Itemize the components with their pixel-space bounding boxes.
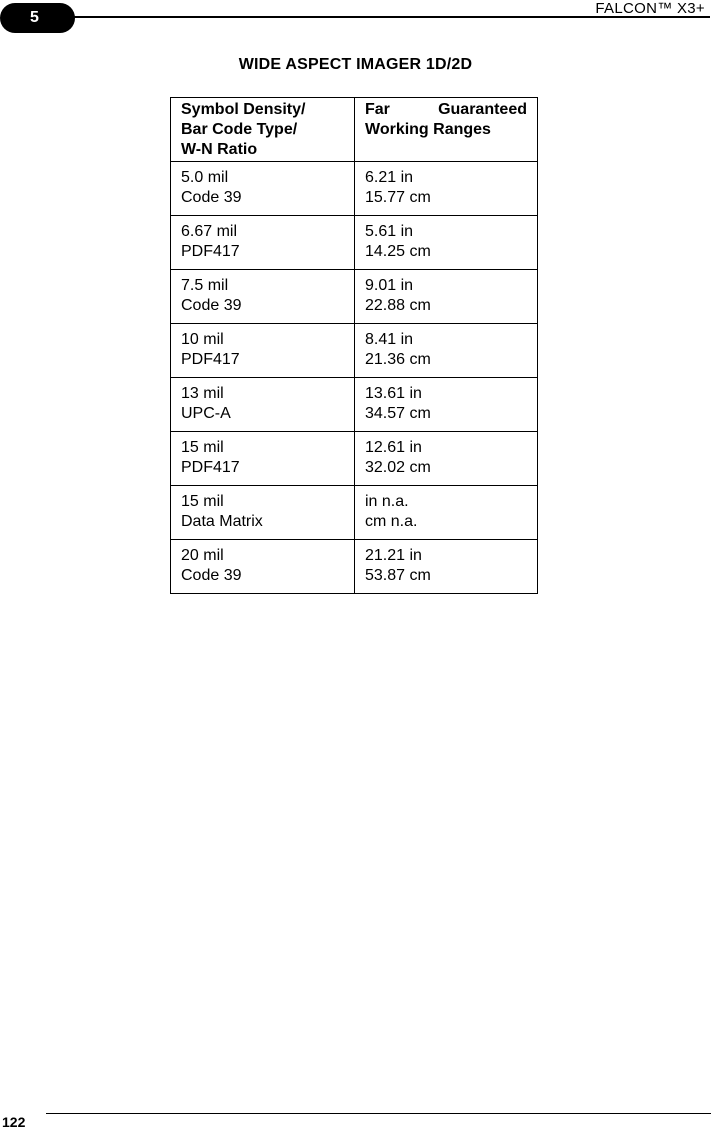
density-cell [171, 432, 355, 486]
density: 5.0 mil [181, 169, 229, 186]
range-cm: 15.77 cm [365, 189, 431, 206]
range-cm: 34.57 cm [365, 405, 431, 422]
product-name: FALCON™ X3+ [595, 0, 705, 17]
barcode-type: PDF417 [181, 459, 240, 476]
density-cell [171, 378, 355, 432]
barcode-type: Code 39 [181, 297, 242, 314]
density: 13 mil [181, 385, 224, 402]
table-row [171, 324, 538, 378]
range-cm: 22.88 cm [365, 297, 431, 314]
range-cell [355, 324, 538, 378]
working-ranges-table [170, 97, 538, 594]
header-word: Guaranteed [438, 101, 527, 118]
density-cell [171, 486, 355, 540]
range-inches: in n.a. [365, 493, 409, 510]
page-number: 122 [2, 1114, 26, 1130]
range-inches: 9.01 in [365, 277, 414, 294]
barcode-type: PDF417 [181, 351, 240, 368]
range-cm: 32.02 cm [365, 459, 431, 476]
table-row [171, 486, 538, 540]
density-cell [171, 540, 355, 594]
header-line: Bar Code Type/ [181, 121, 298, 138]
table-row [171, 270, 538, 324]
density-cell [171, 324, 355, 378]
barcode-type: UPC-A [181, 405, 231, 422]
range-inches: 21.21 in [365, 547, 422, 564]
density-cell [171, 162, 355, 216]
range-cm: 14.25 cm [365, 243, 431, 260]
density-cell [171, 216, 355, 270]
header-line: W-N Ratio [181, 141, 258, 158]
range-cm: cm n.a. [365, 513, 418, 530]
density: 10 mil [181, 331, 224, 348]
range-cm: 53.87 cm [365, 567, 431, 584]
range-inches: 12.61 in [365, 439, 422, 456]
density: 20 mil [181, 547, 224, 564]
header-word: Far [365, 101, 390, 118]
barcode-type: Data Matrix [181, 513, 263, 530]
table-row [171, 432, 538, 486]
density-cell [171, 270, 355, 324]
barcode-type: PDF417 [181, 243, 240, 260]
table-body [171, 162, 538, 594]
table-row [171, 540, 538, 594]
header-symbol-density [171, 98, 355, 162]
density: 15 mil [181, 493, 224, 510]
header-line: Symbol Density/ [181, 101, 306, 118]
range-cell [355, 540, 538, 594]
table-row [171, 378, 538, 432]
density: 6.67 mil [181, 223, 238, 240]
range-inches: 5.61 in [365, 223, 414, 240]
range-cell [355, 162, 538, 216]
density: 7.5 mil [181, 277, 229, 294]
range-cm: 21.36 cm [365, 351, 431, 368]
range-cell [355, 432, 538, 486]
chapter-badge: 5 [0, 3, 75, 33]
range-cell [355, 486, 538, 540]
density: 15 mil [181, 439, 224, 456]
header-line: Working Ranges [365, 121, 491, 138]
table-row [171, 216, 538, 270]
barcode-type: Code 39 [181, 189, 242, 206]
barcode-type: Code 39 [181, 567, 242, 584]
section-title: WIDE ASPECT IMAGER 1D/2D [238, 56, 473, 73]
header-working-ranges [355, 98, 538, 162]
range-inches: 13.61 in [365, 385, 422, 402]
range-cell [355, 216, 538, 270]
table-header-row [171, 98, 538, 162]
header-line [365, 100, 527, 120]
range-inches: 6.21 in [365, 169, 414, 186]
footer-rule [46, 1113, 711, 1114]
range-inches: 8.41 in [365, 331, 414, 348]
range-cell [355, 378, 538, 432]
range-cell [355, 270, 538, 324]
table-row [171, 162, 538, 216]
